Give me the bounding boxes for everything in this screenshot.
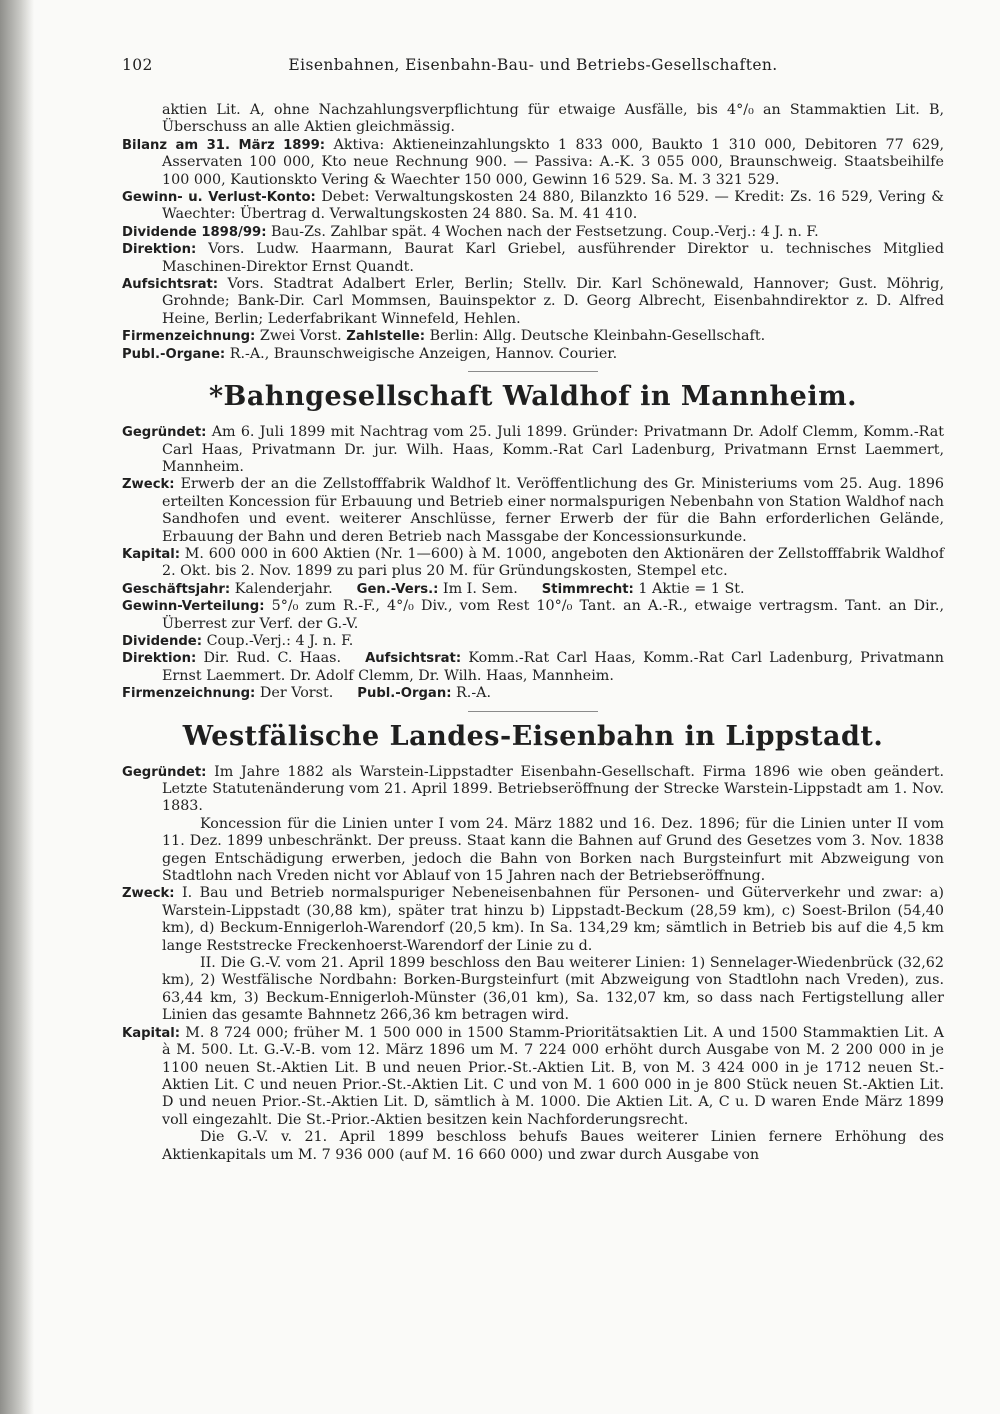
dividende-entry [122, 633, 944, 650]
entry-text: Im I. Sem. [442, 580, 518, 597]
entry-label: Firmenzeichnung: [122, 329, 256, 345]
gegruendet-entry [122, 764, 944, 816]
entry-text: Bau-Zs. Zahlbar spät. 4 Wochen nach der Festsetzung. Coup.-Verj.: 4 J. n. F. [271, 223, 819, 240]
entry-label: Gegründet: [122, 764, 207, 780]
entry-text: R.-A. [456, 685, 492, 702]
company-title-lippstadt: Westfälische Landes-Eisenbahn in Lippstadt. [182, 720, 884, 752]
direktion-entry [122, 241, 944, 276]
entry-label: Publ.-Organ: [357, 686, 452, 702]
entry-label: Zweck: [122, 886, 175, 902]
entry-text: Aktiva: Aktieneinzahlungskto 1 833 000, Baukto 1 310 000, Debitoren 77 629, Asservaten 100 000, Kto neue Rechnung 900. — Passiva: A.-K. 3 055 000, Braunschweig. Staatsbeihilfe 100 000, Kautionskto Vering & Waechter 150 000, Gewinn 16 529. Sa. M. 3 321 529. [162, 136, 945, 188]
entry-label: Dividende 1898/99: [122, 224, 267, 240]
entry-label: Aufsichtsrat: [122, 277, 219, 293]
gegruendet-paragraph-2: Koncession für die Linien unter I vom 24. März 1882 und 16. Dez. 1896; für die Linien unter II vom 11. Dez. 1899 unbeschränkt. Der preuss. Staat kann die Bahnen auf Grund des Gesetzes vom 3. Nov. 1838 gegen Entschädigung erwerben, jedoch die Bahn von Borken nach Burgsteinfurt mit Abzweigung von Stadtlohn nach Vreden nicht vor Ablauf von 15 Jahren nach der Betriebseröffnung. [162, 815, 944, 885]
gewinn-verlust-entry [122, 189, 944, 224]
entry-text: Am 6. Juli 1899 mit Nachtrag vom 25. Juli 1899. Gründer: Privatmann Dr. Adolf Clemm, Komm.-Rat Carl Haas, Privatmann Dr. jur. Wilh. Haas, Komm.-Rat Carl Ladenburg, Privatmann Ernst Laemmert, Mannheim. [162, 424, 945, 475]
publ-organe-entry [122, 346, 944, 363]
page-header [122, 56, 944, 84]
entry-label: Geschäftsjahr: [122, 581, 231, 597]
entry-text: 1 Aktie = 1 St. [638, 580, 745, 597]
firmenzeichnung-entry [122, 685, 944, 702]
entry-text: Im Jahre 1882 als Warstein-Lippstadter Eisenbahn-Gesellschaft. Firma 1896 wie oben geändert. Letzte Statutenänderung vom 21. April 1899. Betriebseröffnung der Strecke Warstein-Lippstadt am 1. Nov. 1883. [162, 763, 944, 815]
entry-label: Zweck: [122, 477, 175, 493]
entry-text: M. 8 724 000; früher M. 1 500 000 in 1500 Stamm-Prioritätsaktien Lit. A und 1500 Stammaktien Lit. A à M. 500. Lt. G.-V.-B. vom 12. März 1896 um M. 7 224 000 erhöht durch Ausgabe von M. 2 200 000 in je 1100 neuen St.-Aktien Lit. B und neuen Prior.-St.-Aktien Lit. B, von M. 3 424 000 in je 1712 neuen St.-Aktien Lit. C und neuen Prior.-St.-Aktien Lit. C und von M. 1 600 000 in je 800 Stück neuen St.-Aktien Lit. D und neuen Prior.-St.-Aktien Lit. D, sämtlich à M. 1000. Die Aktien Lit. A, C u. D waren Ende März 1899 voll eingezahlt. Die St.-Prior.-Aktien besitzen kein Nachforderungsrecht. [162, 1024, 944, 1128]
page-number: 102 [122, 56, 153, 74]
section-divider [468, 711, 598, 712]
entry-label: Stimmrecht: [541, 581, 634, 597]
entry-label: Gegründet: [122, 425, 207, 441]
entry-label: Aufsichtsrat: [365, 651, 462, 667]
entry-text: Dir. Rud. C. Haas. [203, 650, 342, 667]
entry-label: Dividende: [122, 633, 203, 649]
kapital-paragraph-2: Die G.-V. v. 21. April 1899 beschloss behufs Baues weiterer Linien fernere Erhöhung des Aktienkapitals um M. 7 936 000 (auf M. 16 660 000) und zwar durch Ausgabe von [162, 1129, 944, 1163]
entry-text: Komm.-Rat Carl Haas, Komm.-Rat Carl Ladenburg, Privatmann Ernst Laemmert. Dr. Adolf Clemm, Dr. Wilh. Haas, Mannheim. [162, 650, 944, 684]
firmenzeichnung-entry [122, 328, 944, 345]
entry-text: Kalenderjahr. [234, 580, 333, 597]
zweck-paragraph-2: II. Die G.-V. vom 21. April 1899 beschloss den Bau weiterer Linien: 1) Sennelager-Wiedenbrück (32,62 km), 2) Westfälische Nordbahn: Borken-Burgsteinfurt (mit Abzweigung von Stadtlohn nach Vreden), zus. 63,44 km, 3) Beckum-Ennigerloh-Münster (36,01 km), Sa. 132,07 km, so dass nach Fertigstellung aller Linien das gesamte Bahnnetz 266,36 km betragen wird. [162, 955, 944, 1024]
gegruendet-entry [122, 424, 944, 476]
entry-text: Debet: Verwaltungskosten 24 880, Bilanzkto 16 529. — Kredit: Zs. 16 529, Vering & Waechter: Übertrag d. Verwaltungskosten 24 880. Sa. M. 41 410. [162, 189, 945, 223]
gewinn-verteilung-entry [122, 598, 944, 633]
direktion-aufsichtsrat-entry [122, 650, 944, 685]
entry-label: Direktion: [122, 651, 197, 667]
zweck-entry [122, 885, 944, 955]
entry-text: R.-A., Braunschweigische Anzeigen, Hannov. Courier. [229, 345, 618, 362]
bilanz-entry [122, 137, 944, 189]
entry-text: Coup.-Verj.: 4 J. n. F. [206, 632, 354, 649]
entry-label: Kapital: [122, 546, 181, 562]
entry-text: M. 600 000 in 600 Aktien (Nr. 1—600) à M. 1000, angeboten den Aktionären der Zellstofffabrik Waldhof 2. Okt. bis 2. Nov. 1899 zu pari plus 20 M. für Gründungskosten, Stempel etc. [162, 545, 944, 580]
entry-text: I. Bau und Betrieb normalspuriger Nebeneisenbahnen für Personen- und Güterverkehr und zwar: a) Warstein-Lippstadt (30,88 km), später trat hinzu b) Lippstadt-Beckum (28,59 km), c) Soest-Brilon (54,40 km), d) Beckum-Ennigerloh-Warendorf (20,5 km). In Sa. 134,29 km; sämtlich in Betrieb bis auf die 4,5 km lange Reststrecke Freckenhoerst-Warendorf der Linie zu d. [162, 885, 944, 954]
geschaeftsjahr-entry [122, 581, 944, 598]
page-body [122, 102, 944, 1164]
kapital-entry [122, 1025, 944, 1129]
entry-text: 5°/₀ zum R.-F., 4°/₀ Div., vom Rest 10°/₀ Tant. an A.-R., etwaige vertragsm. Tant. an Dir., Überrest zur Verf. der G.-V. [162, 598, 944, 632]
kapital-entry [122, 546, 944, 581]
entry-label: Gen.-Vers.: [356, 581, 439, 597]
entry-text: Der Vorst. [259, 685, 334, 702]
entry-text: Erwerb der an die Zellstofffabrik Waldhof lt. Veröffentlichung des Gr. Ministeriums vom 25. Aug. 1896 erteilten Koncession für Erbauung und Betrieb einer normalspurigen Nebenbahn von Station Waldhof nach Sandhofen und event. weiterer Anschlüsse, ferner Erwerb der für die Bahn erforderlichen Gelände, Erbauung der Bahn und deren Betrieb nach Massgabe der Koncessionsurkunde. [162, 476, 945, 545]
section-divider [468, 371, 598, 372]
zweck-entry [122, 476, 944, 546]
previous-entry-continuation: aktien Lit. A, ohne Nachzahlungsverpflichtung für etwaige Ausfälle, bis 4°/₀ an Stammaktien Lit. B, Überschuss an alle Aktien gleichmässig. [162, 102, 944, 136]
entry-text: Berlin: Allg. Deutsche Kleinbahn-Gesellschaft. [429, 328, 766, 345]
entry-label: Firmenzeichnung: [122, 686, 256, 702]
dividende-entry [122, 224, 944, 241]
entry-label: Gewinn- u. Verlust-Konto: [122, 190, 316, 206]
aufsichtsrat-entry [122, 276, 944, 328]
entry-label: Bilanz am 31. März 1899: [122, 137, 326, 153]
entry-text: Zwei Vorst. [259, 328, 342, 345]
entry-text: Vors. Stadtrat Adalbert Erler, Berlin; Stellv. Dir. Karl Schönewald, Hannover; Gust. Möhrig, Grohnde; Bank-Dir. Carl Mommsen, Bauinspektor z. D. Georg Albrecht, Eisenbahndirektor z. D. Alfred Heine, Berlin; Lederfabrikant Winnefeld, Hehlen. [162, 276, 944, 327]
company-title-waldhof: *Bahngesellschaft Waldhof in Mannheim. [208, 381, 858, 413]
entry-label: Kapital: [122, 1025, 181, 1041]
entry-label: Publ.-Organe: [122, 346, 226, 362]
entry-text: Vors. Ludw. Haarmann, Baurat Karl Griebel, ausführender Direktor u. technisches Mitglied Maschinen-Direktor Ernst Quandt. [162, 241, 944, 275]
running-title: Eisenbahnen, Eisenbahn-Bau- und Betriebs-Gesellschaften. [288, 56, 778, 74]
entry-label: Gewinn-Verteilung: [122, 599, 265, 615]
entry-label: Zahlstelle: [346, 329, 426, 345]
entry-label: Direktion: [122, 242, 197, 258]
